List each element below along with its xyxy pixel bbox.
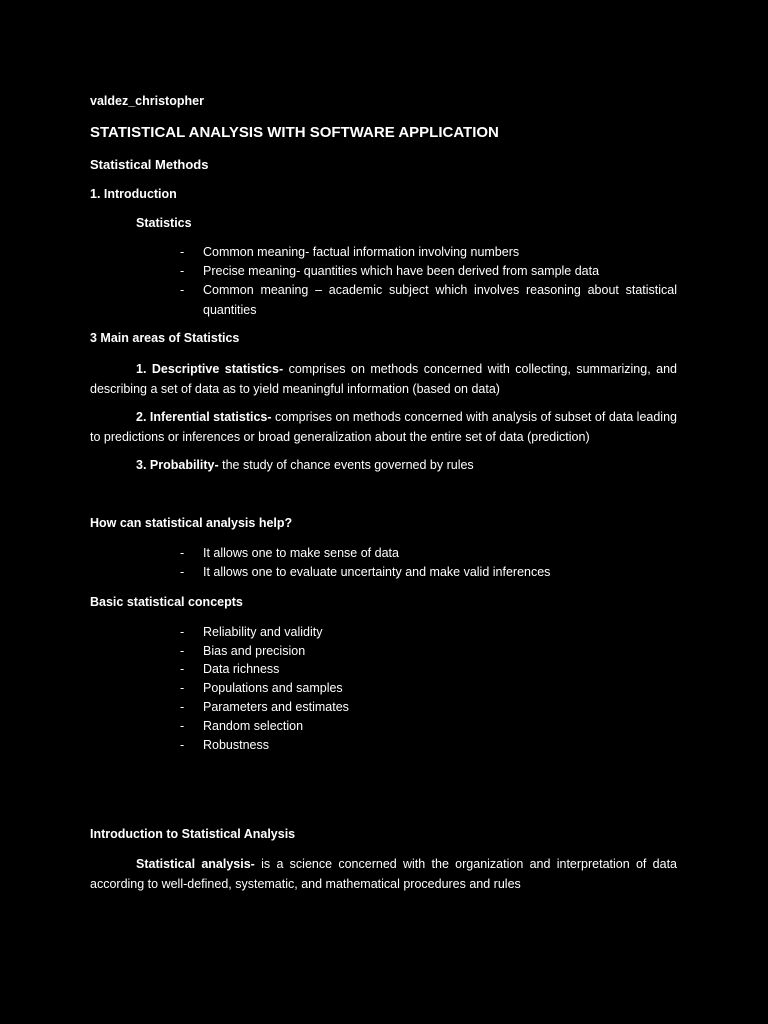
intro-analysis-paragraph — [90, 855, 677, 894]
area-text: comprises on methods concerned with collecting, summarizing, and describing a set of data as to yield meaningful information (based on data) — [90, 362, 677, 396]
main-areas-heading: 3 Main areas of Statistics — [90, 331, 240, 345]
list-dash: - — [180, 644, 185, 658]
list-dash: - — [180, 283, 185, 297]
area-paragraph-probability — [90, 456, 677, 476]
list-item: Bias and precision — [203, 644, 306, 658]
area-text: comprises on methods concerned with analysis of subset of data leading to predictions or inferences or broad generalization about the entire set of data (prediction) — [90, 410, 677, 444]
list-dash: - — [180, 700, 185, 714]
list-item: Common meaning – academic subject which involves reasoning about statistical quantities — [203, 283, 677, 317]
intro-heading: 1. Introduction — [90, 187, 177, 201]
analysis-term: Statistical analysis- — [136, 857, 255, 871]
area-term: 1. Descriptive statistics- — [136, 362, 284, 376]
list-item: It allows one to evaluate uncertainty and make valid inferences — [203, 565, 551, 579]
intro-analysis-heading: Introduction to Statistical Analysis — [90, 827, 296, 841]
document-title: STATISTICAL ANALYSIS WITH SOFTWARE APPLICATION — [90, 124, 499, 141]
list-item: Data richness — [203, 662, 280, 676]
list-item: Reliability and validity — [203, 625, 323, 639]
list-item: Parameters and estimates — [203, 700, 349, 714]
list-dash: - — [180, 681, 185, 695]
area-term: 3. Probability- — [136, 458, 219, 472]
list-dash: - — [180, 245, 185, 259]
concepts-heading: Basic statistical concepts — [90, 595, 243, 609]
list-dash: - — [180, 719, 185, 733]
list-dash: - — [180, 738, 185, 752]
list-item: Random selection — [203, 719, 304, 733]
author-name: valdez_christopher — [90, 94, 204, 108]
list-item: Common meaning- factual information involving numbers — [203, 245, 520, 259]
analysis-text: is a science concerned with the organization and interpretation of data according to well-defined, systematic, and mathematical procedures and rules — [90, 857, 677, 891]
list-item: Populations and samples — [203, 681, 343, 695]
help-heading: How can statistical analysis help? — [90, 516, 293, 530]
list-dash: - — [180, 565, 185, 579]
area-paragraph-inferential — [90, 408, 677, 447]
statistics-subheading: Statistics — [136, 216, 192, 230]
list-dash: - — [180, 546, 185, 560]
area-paragraph-descriptive — [90, 360, 677, 399]
area-term: 2. Inferential statistics- — [136, 410, 272, 424]
list-item: Robustness — [203, 738, 270, 752]
list-dash: - — [180, 264, 185, 278]
section-heading: Statistical Methods — [90, 157, 209, 172]
list-dash: - — [180, 625, 185, 639]
list-item: Precise meaning- quantities which have been derived from sample data — [203, 264, 600, 278]
area-text: the study of chance events governed by rules — [218, 458, 474, 472]
list-dash: - — [180, 662, 185, 676]
list-item: It allows one to make sense of data — [203, 546, 399, 560]
